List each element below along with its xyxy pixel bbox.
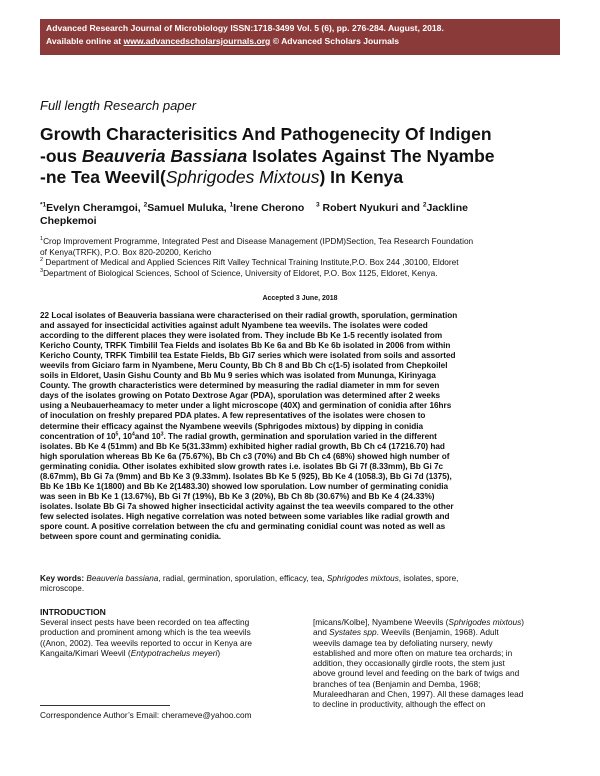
body-text: ) — [521, 617, 525, 627]
paper-title — [40, 124, 570, 189]
exponent: 4 — [131, 430, 135, 437]
availability-line — [46, 35, 554, 48]
keywords-line-2: microscope. — [40, 584, 85, 594]
abstract-line: (8.67mm), Bb Gi 7a (9mm) and Bb Ke 3 (9.33mm). Isolates Bb Ke 5 (925), Bb Ke 4 (1058.3), Bb Gi 7d (1375), — [40, 471, 452, 481]
keywords-label: Key words: — [40, 574, 85, 583]
abstract-line: isolates. Bb Ke 4 (51mm) and Bb Ke 5(31.33mm) exhibited higher radial growth, Bb Ch c4 (17216.70) had — [40, 441, 445, 451]
keywords-text: , isolates, spore, — [398, 574, 459, 583]
affil-text: Crop Improvement Programme, Integrated Pest and Disease Management (IPDM)Section, Tea Research Foundation — [43, 236, 474, 246]
body-line: ((Anon, 2002). Tea weevils reported to occur in Kenya are — [40, 637, 252, 648]
author-line-2: Chepkemoi — [40, 215, 97, 227]
affiliation-3 — [40, 268, 565, 279]
abstract-text: and 10 — [134, 431, 161, 441]
intro-left-column — [40, 617, 302, 658]
abstract-line: County. The growth characteristics were determined by measuring the radial diameter in mm for seven — [40, 381, 440, 391]
abstract-text: , 10 — [118, 431, 132, 441]
affil-text: Department of Biological Sciences, School of Science, University of Eldoret, P.O. Box 1125, Eldoret, Kenya. — [43, 267, 438, 278]
footnote-divider — [40, 705, 170, 706]
journal-website-link[interactable]: www.advancedscholarsjournals.org — [123, 36, 271, 46]
correspondence-footnote: Correspondence Author’s Email: cherameve@yahoo.com — [40, 710, 252, 720]
affiliation-2 — [40, 257, 565, 268]
title-line-3 — [40, 167, 570, 189]
abstract-text: concentration of 10 — [40, 431, 116, 441]
abstract-text: . The radial growth, germination and sporulation varied in the different — [163, 431, 437, 441]
abstract-line: between spore count and germinating conidia. — [40, 532, 222, 542]
body-line — [40, 648, 302, 658]
keywords-line-1 — [40, 574, 565, 584]
title-line-2 — [40, 146, 570, 168]
abstract-line: 22 Local isolates of Beauveria bassiana were characterised on their radial growth, sporulation, germination — [40, 311, 458, 320]
abstract — [40, 311, 565, 542]
abstract-concentration-line — [40, 432, 565, 442]
body-line: Several insect pests have been recorded on tea affecting — [40, 617, 250, 627]
body-line: addition, they occasionally girdle roots, the stem just — [313, 658, 505, 669]
species-name: Systates spp — [329, 627, 377, 638]
journal-citation: Advanced Research Journal of Microbiology ISSN:1718-3499 Vol. 5 (6), pp. 276-284. August, 2018. — [46, 23, 444, 33]
affil-mark: 1 — [40, 236, 44, 243]
body-line: weevils damage tea by defoliating nursery, newly — [313, 637, 493, 648]
species-name: Entypotrachelus meyeri — [130, 647, 218, 658]
abstract-line: isolates. Isolate Bb Gi 7a showed higher insecticidal activity against the tea weevils compared to the other — [40, 501, 454, 511]
abstract-line: few selected isolates. High negative correlation was noted between some variables like radial growth and — [40, 511, 450, 521]
abstract-line: germinating conidia. Other isolates exhibited slow growth rates i.e. isolates Bb Gi 7f (8.33mm), Bb Gi 7c — [40, 461, 444, 471]
abstract-line: and assayed for insecticidal activities against adult Nyambene tea weevils. The isolates were coded — [40, 321, 428, 331]
abstract-line: Kericho County, TRFK Timbilil tea Estate Fields, Bb Gi7 series which were isolated from soils and assorted — [40, 351, 456, 361]
species-name: Sphrigodes mixtous — [448, 617, 522, 627]
abstract-line: using a Neubauerheamacy to meter under a light microscope (40X) and germination of conidia after 16hrs — [40, 401, 452, 411]
body-line: production and prominent among which is the tea weevils — [40, 627, 251, 638]
abstract-line: soils in Eldoret, Uasin Gishu County and Bb Mu 9 series which was isolated from Mununga, Kirinyaga — [40, 371, 436, 381]
author-affil-mark: *1 — [40, 201, 47, 209]
affil-mark: 3 — [40, 268, 44, 275]
body-line: Muraleedharan and Chen, 1997). All these damages lead — [313, 689, 524, 700]
title-text: -ous — [40, 145, 82, 166]
body-line: above ground level and feeding on the bark of twigs and — [313, 668, 520, 679]
author-affil-mark: 2 — [143, 201, 148, 209]
title-line-1: Growth Characterisitics And Pathogenecity Of Indigen — [40, 124, 492, 144]
abstract-line: days of the isolates growing on Potato Dextrose Agar (PDA), sporulation was determined after 2 weeks — [40, 391, 441, 401]
section-heading-introduction: INTRODUCTION — [40, 607, 106, 617]
abstract-line: Kericho County, TRFK Timbilil Tea Fields and isolates Bb Ke 6a and Bb Ke 6b isolated in 2006 from within — [40, 341, 451, 351]
body-text: and — [313, 627, 330, 638]
accepted-date: Accepted 3 June, 2018 — [262, 295, 338, 302]
abstract-line: according to the different places they were isolated from. They include Bb Ke 1-5 recently isolated from — [40, 331, 443, 341]
exponent: 5 — [115, 430, 119, 437]
author-affil-mark: 2 — [422, 201, 427, 209]
affiliation-1-cont: of Kenya(TRFK), P.O. Box 820-20200, Kericho — [40, 246, 212, 257]
keywords-text: , radial, germination, sporulation, efficacy, tea, — [158, 574, 327, 583]
abstract-line: weevils from Giciaro farm in Nyambene, Meru County, Bb Ch 8 and Bb Ch c(1-5) isolated from Chepkoilel — [40, 361, 448, 371]
author-affil-mark: 1 — [229, 201, 234, 209]
body-line: established and more often on mature tea orchards; in — [313, 647, 513, 658]
body-line: to decline in productivity, although the effect on — [313, 699, 486, 710]
body-text: . Weevils (Benjamin, 1968). Adult — [376, 627, 499, 638]
author-affil-mark: 3 — [316, 201, 320, 209]
body-line — [313, 627, 563, 637]
affiliations — [40, 236, 565, 278]
body-text: Kangaita/Kimari Weevil ( — [40, 647, 131, 658]
keywords — [40, 574, 565, 594]
keyword-species: Sphrigodes mixtous — [326, 574, 399, 583]
abstract-line: of inoculation on freshly prepared PDA plates. A few representatives of the isolates were chosen to — [40, 411, 426, 421]
author-list — [40, 202, 565, 228]
author-name: Jackline — [426, 202, 468, 214]
intro-right-column — [313, 617, 563, 710]
affil-mark: 2 — [40, 257, 44, 264]
copyright-text: © Advanced Scholars Journals — [270, 36, 400, 46]
body-line: branches of tea (Benjamin and Demba, 1968; — [313, 678, 481, 689]
author-line-1 — [40, 202, 565, 215]
abstract-line: Bb Ke 1Bb Ke 1(1800) and Bb Ke 2(1483.30) showed low sporulation. Low number of germinating conidia — [40, 481, 449, 491]
author-name: Samuel Muluka, — [147, 202, 230, 214]
body-line — [313, 617, 563, 627]
abstract-line: was seen in Bb Ke 1 (13.67%), Bb Gi 7f (19%), Bb Ke 3 (20%), Bb Ch 8b (30.67%) and Bb Ke 4 (24.33%) — [40, 491, 435, 501]
paper-type-label: Full length Research paper — [40, 98, 197, 113]
body-text: ) — [217, 647, 221, 658]
keyword-species: Beauveria bassiana — [84, 574, 159, 583]
title-text: ) In Kenya — [319, 167, 404, 187]
author-name: Robert Nyukuri and — [319, 202, 423, 214]
author-name: Irene Cherono — [233, 202, 316, 214]
author-name: Evelyn Cheramgoi, — [46, 202, 144, 214]
title-text: Isolates Against The Nyambe — [247, 145, 495, 166]
journal-header-banner — [40, 19, 560, 55]
title-text: -ne Tea Weevil( — [40, 167, 166, 187]
body-text: [micans/Kolbe], Nyambene Weevils ( — [313, 617, 449, 627]
exponent: 3 — [160, 430, 164, 437]
abstract-line: determine their efficacy against the Nyambene weevils (Sphrigodes mixtous) by dipping in conidia — [40, 421, 424, 431]
affiliation-1 — [40, 236, 565, 247]
affil-text: Department of Medical and Applied Sciences Rift Valley Technical Training Institute,P.O. Box 244 ,30100, Eldoret — [43, 257, 459, 268]
availability-prefix: Available online at — [46, 36, 124, 46]
title-species-name: Beauveria Bassiana — [81, 145, 248, 166]
abstract-line: spore count. A positive correlation between the cfu and germinating conidial count was noted as well as — [40, 521, 446, 531]
abstract-line: high sporulation whereas Bb Ke 6a (75.67%), Bb Ch c3 (70%) and Bb Ch c4 (68%) showed high number of — [40, 451, 450, 461]
title-species-name: Sphrigodes Mixtous — [165, 167, 320, 187]
